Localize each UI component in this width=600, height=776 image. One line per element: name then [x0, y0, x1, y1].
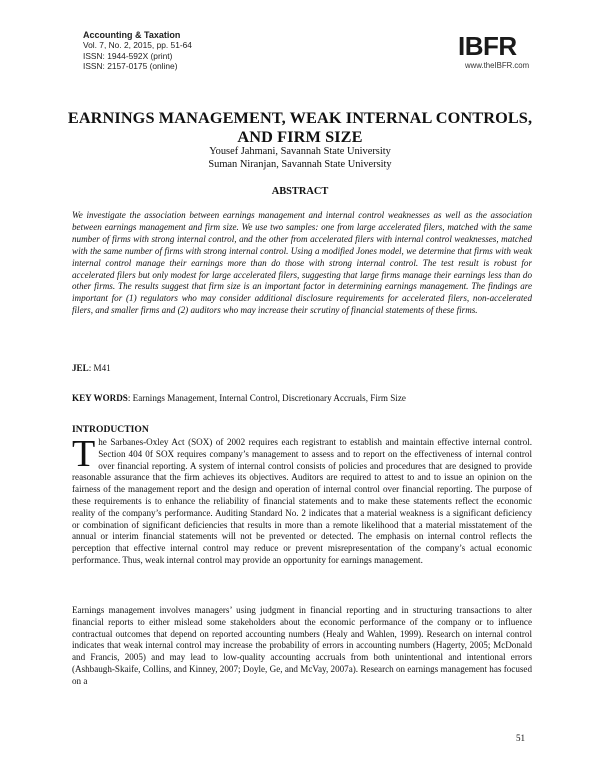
jel-line — [72, 363, 532, 373]
intro-paragraph-1 — [72, 433, 532, 567]
keywords-value: : Earnings Management, Internal Control, Discretionary Accruals, Firm Size — [127, 393, 406, 403]
journal-info — [83, 30, 192, 71]
abstract-text: We investigate the association between earnings management and internal control weaknesses as well as the association between earnings management and firm size. We use two samples: one from large accelerated filers, matched with the same number of firms with strong internal control, and the other from accelerated filers with internal control weaknesses, matched with the same number of firms with strong internal control. Using a modified Jones model, we determine that firms with weak internal control manage their earnings more than do those with strong internal control. The test result is robust for accelerated filers but only modest for large accelerated filers, suggesting that large firms manage their earnings less than do other firms. The results suggest that firm size is an important factor in determining earnings management. The findings are important for (1) regulators who may consider additional disclosure requirements for accelerated filers, non-accelerated filers, and smaller firms and (2) auditors who may increase their scrutiny of financial statements of these firms. — [72, 210, 532, 316]
author-list — [60, 146, 540, 171]
jel-label: JEL — [72, 363, 89, 373]
journal-issn-online: ISSN: 2157-0175 (online) — [83, 60, 178, 71]
section-heading-introduction: INTRODUCTION — [72, 424, 149, 435]
logo-url: www.theIBFR.com — [465, 61, 530, 70]
intro-paragraph-1-text: he Sarbanes-Oxley Act (SOX) of 2002 requires each registrant to establish and maintain effective internal control. Section 404 0f SOX requires company’s management to assess and to report on the effectiveness of internal control over financial reporting. A system of internal control consists of policies and procedures that are designed to provide reasonable assurance that the firm achieves its objectives. Auditors are required to attest to and to issue an opinion on the fairness of the management report and the design and operation of internal control over financial reporting. The purpose of these requirements is to enhance the reliability of financial statements and to make these statements reflect the economic reality of the company’s performance. Auditing Standard No. 2 indicates that a material weakness is a significant deficiency or combination of significant deficiencies that results in more than a remote likelihood that a material misstatement of the annual or interim financial statements will not be prevented or detected. The emphasis on internal control reflects the perception that effective internal control may reduce or prevent misrepresentation of the company’s actual economic performance. Thus, weak internal control may provide an opportunity for earnings management. — [72, 437, 532, 565]
publisher-logo — [458, 31, 538, 70]
keywords-label: KEY WORDS — [72, 393, 128, 403]
page-number: 51 — [516, 733, 526, 743]
author-1: Yousef Jahmani, Savannah State University — [209, 146, 391, 157]
abstract-heading: ABSTRACT — [271, 186, 329, 197]
journal-name: Accounting & Taxation — [83, 30, 181, 40]
drop-cap: T — [72, 433, 96, 475]
author-2: Suman Niranjan, Savannah State University — [208, 158, 392, 170]
journal-volume: Vol. 7, No. 2, 2015, pp. 51-64 — [83, 40, 192, 51]
keywords-line — [72, 393, 532, 403]
intro-paragraph-2: Earnings management involves managers’ using judgment in financial reporting and in structuring transactions to alter financial reports to either mislead some stakeholders about the economic performance of the company or to influence contractual outcomes that depend on reported accounting numbers (Healy and Wahlen, 1999). Research on internal control indicates that weak internal control may increase the probability of errors in accounting numbers (Hagerty, 2005; McDonald and Francis, 2005) and may lead to low-quality accounting accruals from both unintentional and intentional errors (Ashbaugh-Skaife, Collins, and Kinney, 2007; Doyle, Ge, and McVay, 2007a). Research on earnings management has focused on a — [72, 605, 532, 686]
jel-value: : M41 — [88, 363, 111, 373]
logo-mark: IBFR — [458, 31, 517, 61]
paper-title: EARNINGS MANAGEMENT, WEAK INTERNAL CONTROLS, AND FIRM SIZE — [67, 108, 533, 146]
journal-issn-print: ISSN: 1944-592X (print) — [83, 50, 173, 61]
